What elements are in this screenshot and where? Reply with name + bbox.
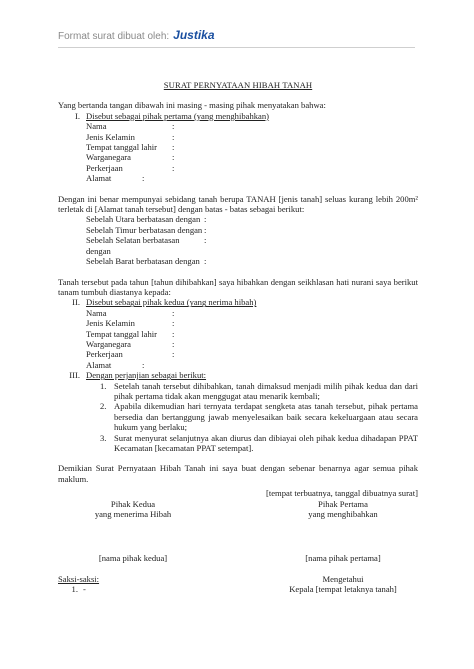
party1-field: [86, 142, 418, 152]
signature-right-name: [nama pihak pertama]: [305, 553, 381, 564]
witness-item: [58, 584, 86, 594]
signature-right: [268, 499, 418, 520]
field-label: Nama: [86, 307, 107, 318]
border-field: [86, 235, 418, 256]
field-label: Warganegara: [86, 338, 131, 349]
term-text: Surat menyurat selanjutnya akan diurus dan dibiayai oleh pihak kedua dihadapan PPAT Kecamatan [kecamatan PPAT setempat].: [114, 432, 418, 453]
closing-paragraph: Demikian Surat Pernyataan Hibah Tanah ini saya buat dengan sebenar benarnya agar semua pihak maklum.: [58, 463, 418, 484]
party1-field: [86, 173, 418, 183]
place-date: [tempat terbuatnya, tanggal dibuatnya surat]: [265, 488, 418, 499]
signature-names: [58, 553, 418, 563]
page-header: [58, 28, 215, 44]
term-text: Setelah tanah tersebut dihibahkan, tanah dimaksud menjadi milih pihak kedua dan dari pihak pertama tidak akan menggugat atau menarik kembali;: [114, 380, 418, 401]
party2-field: [86, 329, 418, 339]
signature-titles: [58, 499, 418, 520]
border-label: Sebelah Selatan berbatasan dengan: [86, 235, 180, 256]
signature-left-name: [nama pihak kedua]: [98, 553, 168, 564]
term-item: [100, 401, 418, 432]
acknowledge-label: Mengetahui: [322, 573, 364, 584]
field-label: Jenis Kelamin: [86, 131, 135, 142]
party2-field: [86, 360, 418, 370]
border-sep: :: [204, 214, 207, 225]
term-text: Apabila dikemudian hari ternyata terdapat sengketa atas tanah tersebut, pihak pertama bersedia dan bertanggung jawab menyelesaikan baik secara kekeluargaan atau secara hukum yang berlaku;: [114, 401, 418, 433]
signature-right-role: yang menghibahkan: [308, 509, 378, 520]
border-field: [86, 214, 418, 224]
terms-number: III.: [69, 370, 80, 381]
document-title: SURAT PERNYATAAN HIBAH TANAH: [163, 80, 313, 90]
field-sep: :: [172, 318, 175, 329]
witness-label: Saksi-saksi:: [58, 573, 100, 584]
term-number: 2.: [100, 401, 107, 412]
witness-row: [58, 574, 418, 584]
field-sep: :: [172, 142, 175, 153]
field-sep: :: [172, 152, 175, 163]
field-label: Warganegara: [86, 152, 131, 163]
field-label: Tempat tanggal lahir: [86, 328, 157, 339]
field-sep: :: [172, 121, 175, 132]
intro-text: Yang bertanda tangan dibawah ini masing - masing pihak menyatakan bahwa:: [58, 100, 326, 111]
party1-number: I.: [74, 110, 80, 121]
party1-field: [86, 152, 418, 162]
party1-field: [86, 132, 418, 142]
field-label: Nama: [86, 121, 107, 132]
party2-heading: [58, 297, 418, 307]
border-field: [86, 225, 418, 235]
justika-logo: Justika: [173, 28, 215, 42]
border-label: Sebelah Timur berbatasan dengan: [86, 224, 203, 235]
terms-title: Dengan perjanjian sebagai berikut:: [86, 370, 207, 381]
field-label: Tempat tanggal lahir: [86, 142, 157, 153]
border-sep: :: [204, 256, 207, 267]
field-sep: :: [142, 359, 145, 370]
header-divider: [58, 47, 415, 48]
field-sep: :: [142, 173, 145, 184]
field-sep: :: [172, 349, 175, 360]
field-label: Perkerjaan: [86, 349, 123, 360]
term-number: 3.: [100, 432, 107, 443]
field-sep: :: [172, 131, 175, 142]
field-label: Perkerjaan: [86, 162, 123, 173]
party1-heading: [58, 111, 418, 121]
party1-field: [86, 121, 418, 131]
field-sep: :: [172, 338, 175, 349]
signature-left: [58, 499, 208, 520]
party1-title: Disebut sebagai pihak pertama (yang menghibahkan): [86, 110, 270, 121]
field-label: Alamat: [86, 359, 112, 370]
signature-left-title: Pihak Kedua: [110, 498, 156, 509]
border-sep: :: [204, 224, 207, 235]
land-paragraph: Dengan ini benar mempunyai sebidang tanah berupa TANAH [jenis tanah] seluas kurang lebih 200m² terletak di [Alamat tanah tersebut] dengan batas - batas sebagai berikut:: [58, 193, 418, 215]
term-item: [100, 381, 418, 402]
header-label: Format surat dibuat oleh:: [58, 31, 170, 42]
field-label: Alamat: [86, 173, 112, 184]
party2-field: [86, 308, 418, 318]
terms-heading: [58, 370, 418, 380]
party2-field: [86, 339, 418, 349]
border-sep: :: [204, 235, 207, 246]
grant-paragraph: Tanah tersebut pada tahun [tahun dihibahkan] saya hibahkan dengan seikhlasan hati nurani saya berikut tanam tumbuh diastanya kepada:: [58, 276, 418, 297]
signature-right-title: Pihak Pertama: [318, 498, 368, 509]
party1-field: [86, 163, 418, 173]
field-sep: :: [172, 162, 175, 173]
party2-title: Disebut sebagai pihak kedua (yang nerima hibah): [86, 297, 257, 308]
head-of-label: Kepala [tempat letaknya tanah]: [289, 584, 397, 595]
party2-field: [86, 318, 418, 328]
field-label: Jenis Kelamin: [86, 318, 135, 329]
field-sep: :: [172, 307, 175, 318]
signature-left-role: yang menerima Hibah: [94, 509, 172, 520]
party2-field: [86, 349, 418, 359]
term-number: 1.: [100, 380, 107, 391]
field-sep: :: [172, 328, 175, 339]
party2-number: II.: [72, 297, 80, 308]
border-field: [86, 256, 418, 266]
witness-line: [58, 584, 418, 594]
witness-text: -: [83, 584, 86, 595]
border-label: Sebelah Utara berbatasan dengan: [86, 214, 201, 225]
document-body: [58, 80, 418, 595]
term-item: [100, 433, 418, 454]
witness-number: 1.: [71, 584, 78, 595]
border-label: Sebelah Barat berbatasan dengan: [86, 256, 200, 267]
